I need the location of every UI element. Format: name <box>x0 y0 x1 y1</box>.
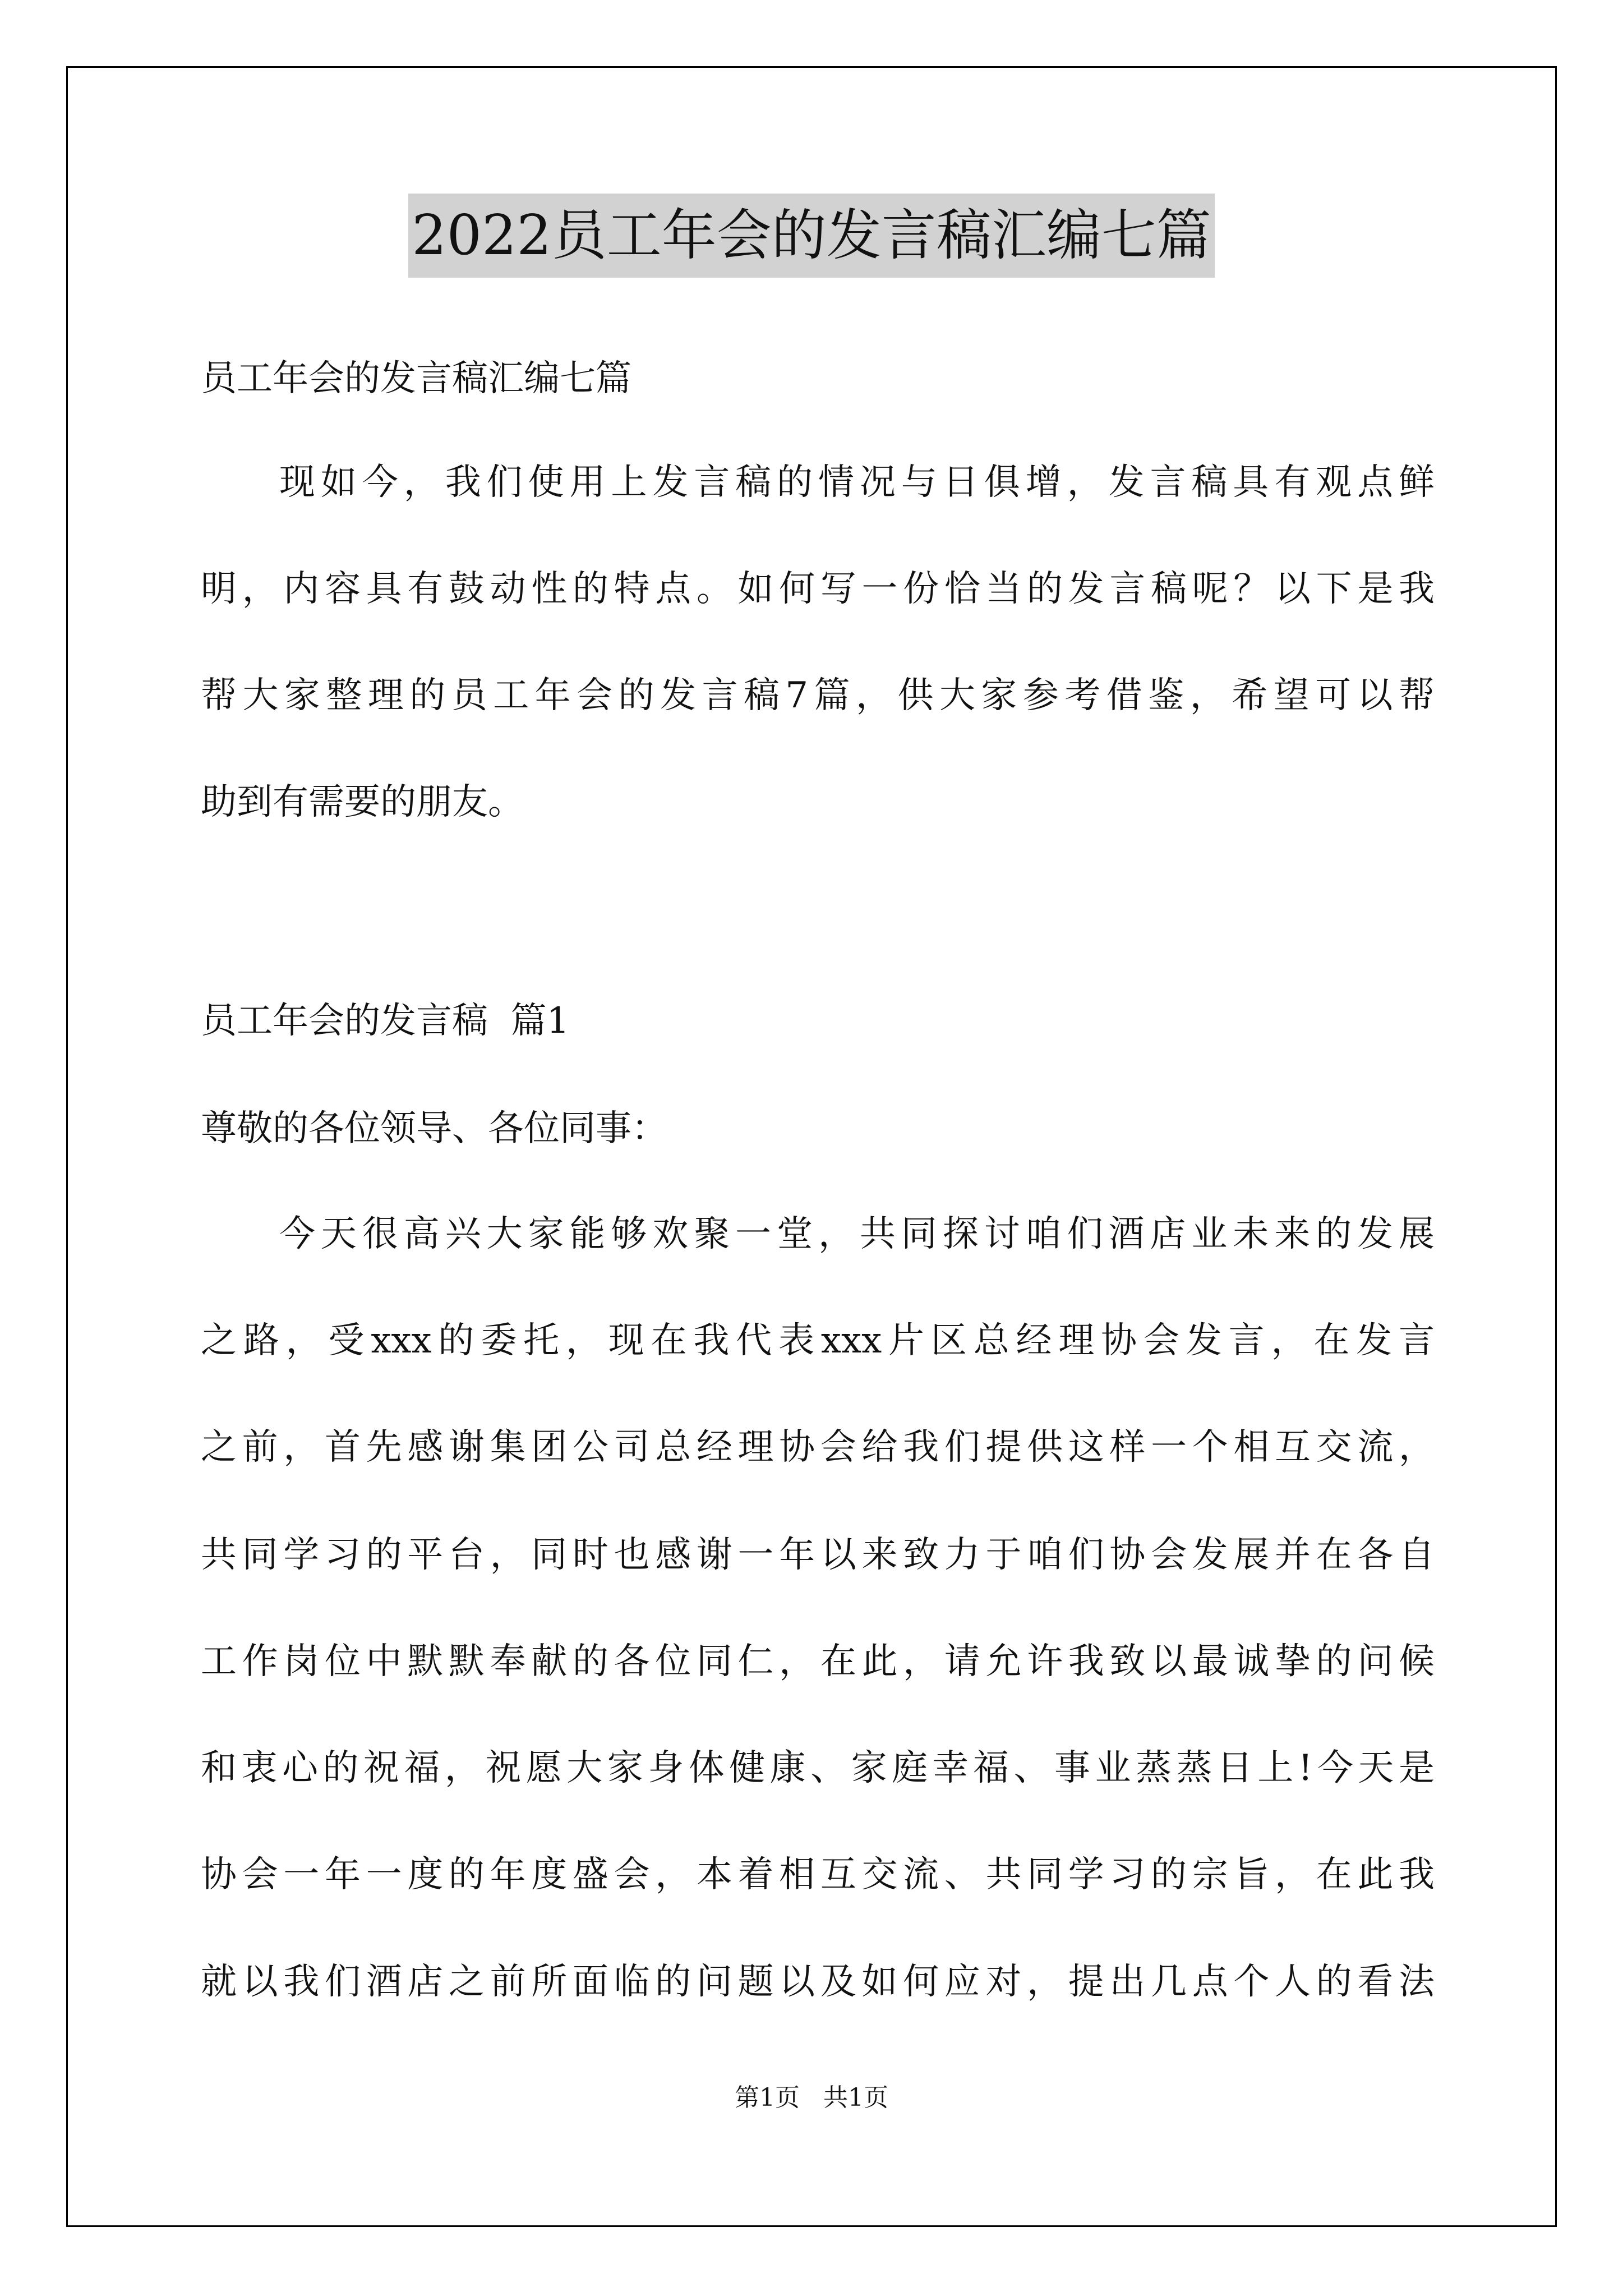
intro-line: 明，内容具有鼓动性的特点。如何写一份恰当的发言稿呢？以下是我 <box>201 568 1435 610</box>
body-line: 之前，首先感谢集团公司总经理协会给我们提供这样一个相互交流， <box>201 1427 1435 1468</box>
page-footer: 第1页 共1页 <box>735 2083 888 2112</box>
body-line: 今天很高兴大家能够欢聚一堂，共同探讨咱们酒店业未来的发展 <box>279 1213 1435 1255</box>
body-line: 就以我们酒店之前所面临的问题以及如何应对，提出几点个人的看法 <box>201 1961 1435 2003</box>
document-title-text: 2022员工年会的发言稿汇编七篇 <box>408 194 1214 278</box>
body-line: 和衷心的祝福，祝愿大家身体健康、家庭幸福、事业蒸蒸日上!今天是 <box>201 1747 1435 1789</box>
intro-line: 帮大家整理的员工年会的发言稿7篇，供大家参考借鉴，希望可以帮 <box>201 675 1435 716</box>
body-line: 之路，受xxx的委托，现在我代表xxx片区总经理协会发言，在发言 <box>201 1320 1435 1361</box>
document-title <box>0 194 1623 278</box>
document-subtitle: 员工年会的发言稿汇编七篇 <box>201 358 631 399</box>
body-line: 共同学习的平台，同时也感谢一年以来致力于咱们协会发展并在各自 <box>201 1534 1435 1576</box>
body-line: 协会一年一度的年度盛会，本着相互交流、共同学习的宗旨，在此我 <box>201 1854 1435 1895</box>
intro-line: 现如今，我们使用上发言稿的情况与日俱增，发言稿具有观点鲜 <box>279 462 1435 503</box>
salutation: 尊敬的各位领导、各位同事： <box>201 1108 667 1149</box>
section-heading: 员工年会的发言稿 篇1 <box>201 1000 570 1042</box>
intro-line: 助到有需要的朋友。 <box>201 781 524 823</box>
body-line: 工作岗位中默默奉献的各位同仁，在此，请允许我致以最诚挚的问候 <box>201 1641 1435 1682</box>
